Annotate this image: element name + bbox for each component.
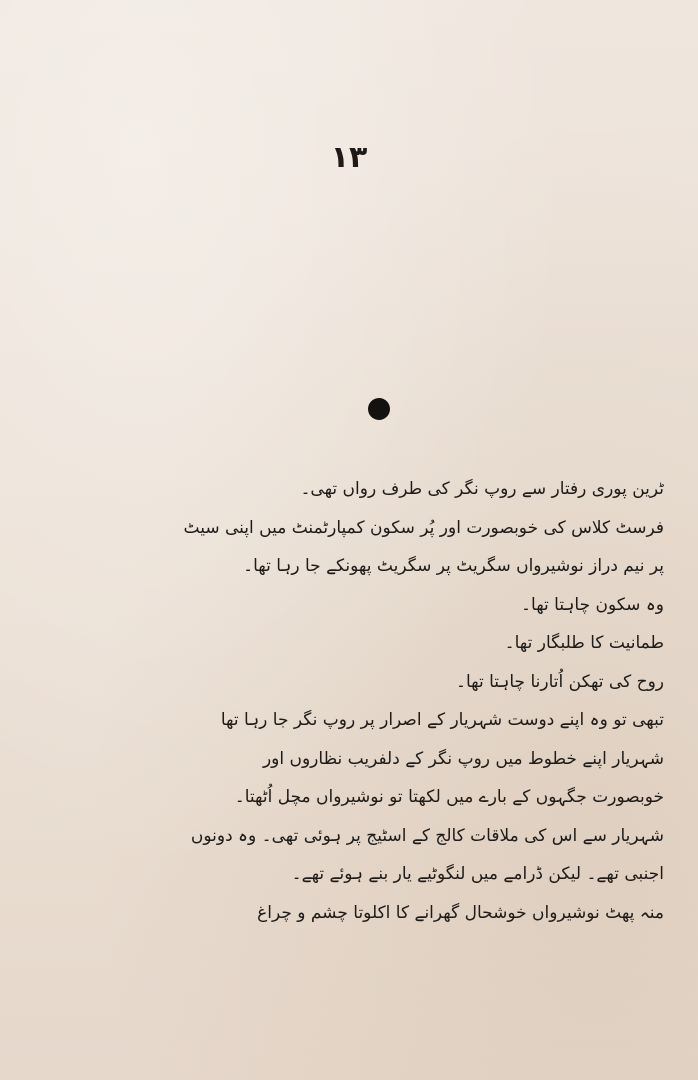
- text-line: شہریار سے اس کی ملاقات کالج کے اسٹیج پر ہوئی تھی۔ وہ دونوں: [190, 825, 664, 846]
- text-line: تبھی تو وہ اپنے دوست شہریار کے اصرار پر روپ نگر جا رہا تھا: [220, 710, 664, 730]
- text-line: اجنبی تھے۔ لیکن ڈرامے میں لنگوٹیے یار بنے ہوئے تھے۔: [291, 864, 664, 884]
- text-line: فرسٹ کلاس کی خوبصورت اور پُر سکون کمپارٹمنٹ میں اپنی سیٹ: [183, 517, 664, 538]
- page-number: ۱۳: [330, 140, 368, 175]
- text-line: وہ سکون چاہتا تھا۔: [521, 594, 664, 615]
- text-line: روح کی تھکن اُتارنا چاہتا تھا۔: [456, 671, 664, 692]
- text-line: خوبصورت جگہوں کے بارے میں لکھتا تو نوشیرواں مچل اُٹھتا۔: [234, 787, 664, 807]
- text-line: طمانیت کا طلبگار تھا۔: [504, 633, 664, 653]
- text-line: شہریار اپنے خطوط میں روپ نگر کے دلفریب نظاروں اور: [262, 748, 664, 769]
- body-text: [44, 470, 664, 932]
- text-line: ٹرین پوری رفتار سے روپ نگر کی طرف رواں تھی۔: [300, 479, 664, 499]
- section-bullet: [368, 398, 390, 420]
- text-line: منہ پھٹ نوشیرواں خوشحال گھرانے کا اکلوتا چشم و چراغ: [257, 902, 664, 923]
- text-line: پر نیم دراز نوشیرواں سگریٹ پر سگریٹ پھونکے جا رہا تھا۔: [243, 556, 664, 576]
